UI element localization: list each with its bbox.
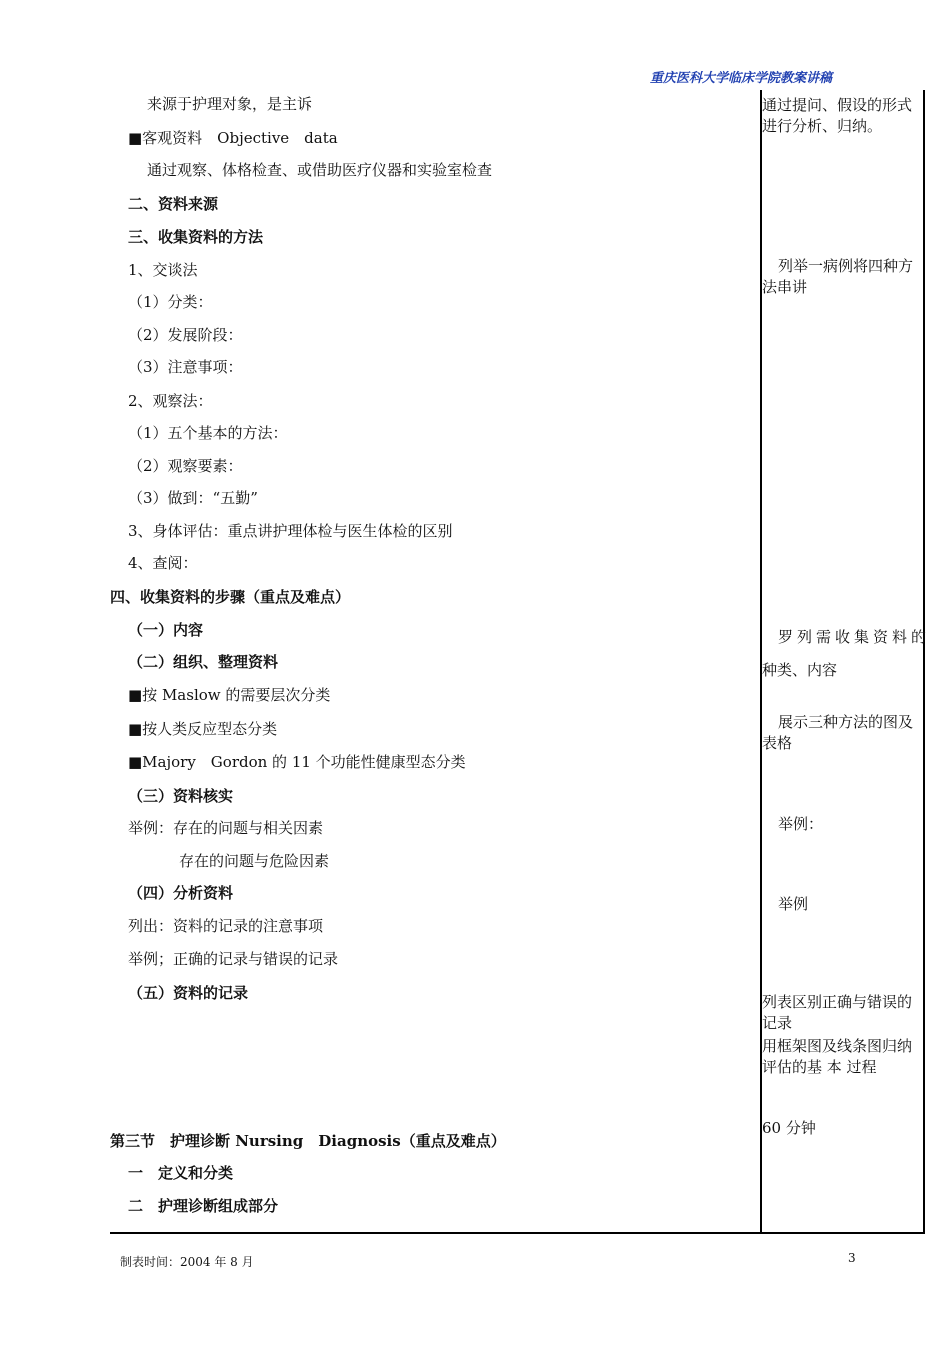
text-line: ■按人类反应型态分类 bbox=[128, 720, 278, 738]
section-heading: 三、收集资料的方法 bbox=[128, 228, 264, 246]
subsection-heading: （三）资料核实 bbox=[128, 787, 234, 805]
text-line: （3）做到：“五勤” bbox=[128, 489, 258, 507]
subsection-heading: （五）资料的记录 bbox=[128, 984, 249, 1002]
teaching-note: 罗列需收集资料的 bbox=[778, 628, 926, 646]
text-line: 举例；正确的记录与错误的记录 bbox=[128, 950, 339, 968]
text-line: 举例：存在的问题与相关因素 bbox=[128, 819, 324, 837]
section-heading: 四、收集资料的步骤（重点及难点） bbox=[110, 588, 351, 606]
text-line: 2、观察法： bbox=[128, 392, 213, 410]
text-line: （1）五个基本的方法： bbox=[128, 424, 288, 442]
text-line: 通过观察、体格检查、或借助医疗仪器和实验室检查 bbox=[147, 161, 493, 179]
text-line: （3）注意事项： bbox=[128, 358, 243, 376]
page-header-institution: 重庆医科大学临床学院教案讲稿 bbox=[650, 71, 833, 86]
text-line: 来源于护理对象，是主诉 bbox=[147, 95, 313, 113]
teaching-note: 种类、内容 bbox=[762, 661, 838, 679]
chapter-heading: 第三节 护理诊断 Nursing Diagnosis（重点及难点） bbox=[110, 1132, 506, 1150]
text-line: ■按 Maslow 的需要层次分类 bbox=[128, 686, 331, 704]
text-line: 存在的问题与危险因素 bbox=[179, 852, 330, 870]
subsection-heading: （二）组织、整理资料 bbox=[128, 653, 279, 671]
subsection-heading: （四）分析资料 bbox=[128, 884, 234, 902]
text-line: ■Majory Gordon 的 11 个功能性健康型态分类 bbox=[128, 753, 466, 771]
text-line: 1、交谈法 bbox=[128, 261, 198, 279]
page-number: 3 bbox=[848, 1251, 856, 1265]
teaching-note: 举例 bbox=[778, 895, 809, 913]
teaching-note: 列举一病例将四种方法串讲 bbox=[762, 257, 914, 296]
teaching-note: 通过提问、假设的形式进行分析、归纳。 bbox=[762, 96, 913, 135]
text-line: （1）分类： bbox=[128, 293, 213, 311]
subsection-heading: （一）内容 bbox=[128, 621, 204, 639]
teaching-note: 60 分钟 bbox=[762, 1119, 816, 1137]
text-line: 列出：资料的记录的注意事项 bbox=[128, 917, 324, 935]
text-line: 4、查阅： bbox=[128, 554, 198, 572]
teaching-note: 展示三种方法的图及表格 bbox=[762, 713, 914, 752]
text-line: （2）观察要素： bbox=[128, 457, 243, 475]
footer-date: 制表时间：2004 年 8 月 bbox=[120, 1255, 254, 1269]
teaching-note: 列表区别正确与错误的记录 bbox=[762, 993, 913, 1032]
text-line: 3、身体评估：重点讲护理体检与医生体检的区别 bbox=[128, 522, 453, 540]
teaching-note: 举例： bbox=[778, 815, 824, 833]
section-heading: 二 护理诊断组成部分 bbox=[128, 1197, 279, 1215]
text-line: （2）发展阶段： bbox=[128, 326, 243, 344]
text-line: ■客观资料 Objective data bbox=[128, 129, 338, 147]
section-heading: 二、资料来源 bbox=[128, 195, 219, 213]
teaching-note: 用框架图及线条图归纳评估的基 本 过程 bbox=[762, 1037, 913, 1076]
section-heading: 一 定义和分类 bbox=[128, 1164, 234, 1182]
